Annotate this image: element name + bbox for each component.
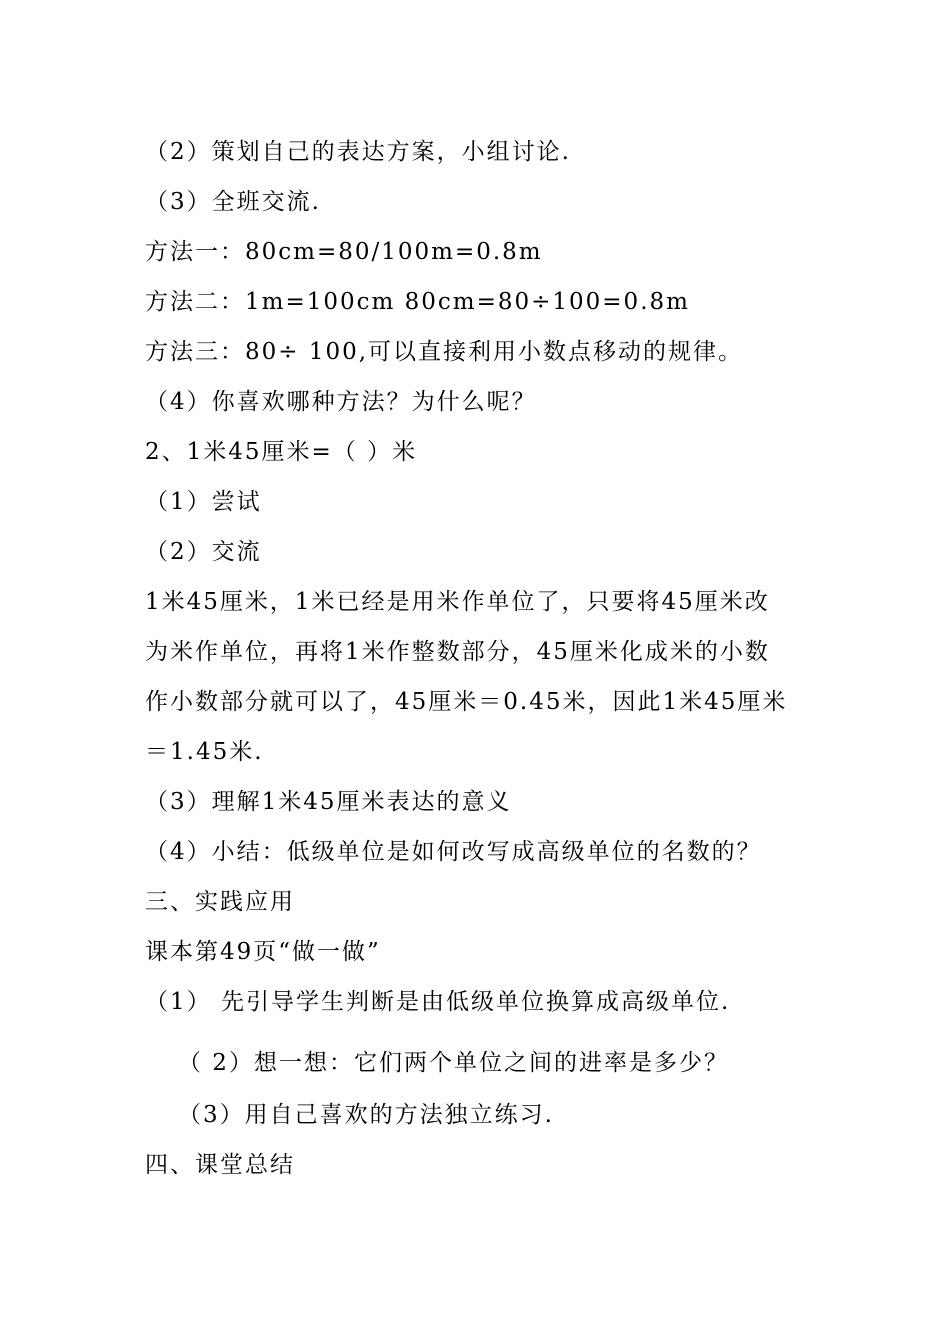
text-line: （1）尝试 (145, 489, 262, 515)
text-line: 作小数部分就可以了，45厘米＝0.45米，因此1米45厘米 (145, 689, 788, 715)
text-line: （4）小结：低级单位是如何改写成高级单位的名数的？ (145, 839, 762, 865)
text-line: （ 2）想一想：它们两个单位之间的进率是多少？ (178, 1050, 729, 1076)
text-line: 课本第49页“做一做” (145, 939, 381, 965)
text-line: （3）用自己喜欢的方法独立练习. (178, 1102, 554, 1128)
text-line: （3）全班交流. (145, 189, 321, 215)
text-line: 方法一：80cm=80/100m=0.8m (145, 239, 543, 265)
text-line: （3）理解1米45厘米表达的意义 (145, 789, 512, 815)
text-line: 2、1米45厘米=（ ）米 (145, 439, 418, 465)
text-line: （4）你喜欢哪种方法？为什么呢？ (145, 389, 537, 415)
text-line: （1） 先引导学生判断是由低级单位换算成高级单位. (145, 989, 731, 1015)
text-line: 方法三：80÷ 100,可以直接利用小数点移动的规律。 (145, 339, 744, 365)
text-line: 为米作单位，再将1米作整数部分，45厘米化成米的小数 (145, 639, 770, 665)
text-line: 方法二：1m=100cm 80cm=80÷100=0.8m (145, 289, 690, 315)
text-line: （2）交流 (145, 539, 262, 565)
text-line: 1米45厘米，1米已经是用米作单位了，只要将45厘米改 (145, 589, 770, 615)
text-line: （2）策划自己的表达方案，小组讨论. (145, 139, 571, 165)
text-line: ＝1.45米. (145, 739, 264, 765)
section-heading: 四、课堂总结 (145, 1152, 295, 1178)
section-heading: 三、实践应用 (145, 889, 295, 915)
